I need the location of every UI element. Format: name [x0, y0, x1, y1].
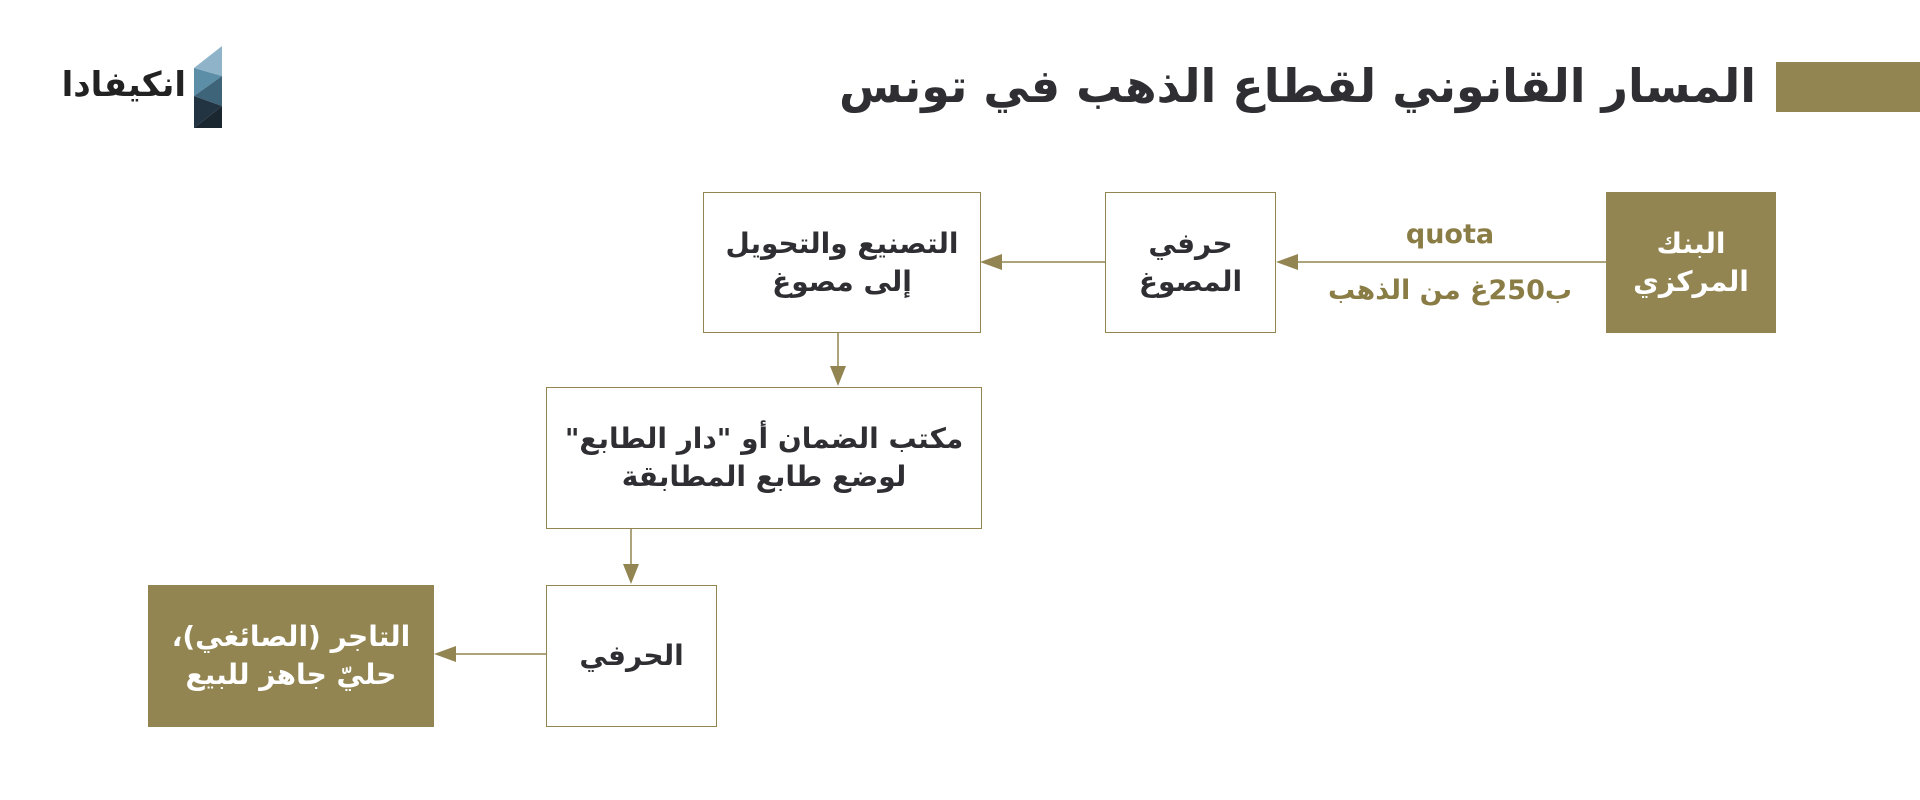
arrowhead-artisan-2 [623, 564, 639, 584]
node-assay-office-line-1: مكتب الضمان أو "دار الطابع" [564, 422, 964, 455]
edge-label-quota: quota [1405, 219, 1495, 250]
node-central-bank [1606, 192, 1776, 333]
node-manufacturing-line-1: التصنيع والتحويل [725, 226, 959, 260]
arrowhead-assay [830, 366, 846, 386]
arrowhead-merchant [434, 646, 456, 662]
logo-wordmark: انكيفادا [61, 65, 186, 105]
node-merchant-line-1: التاجر (الصائغي)، [171, 620, 411, 653]
node-manufacturing [703, 192, 981, 333]
node-goldsmith-artisan-line-1: حرفي [1148, 226, 1233, 260]
node-central-bank-line-2: المركزي [1633, 264, 1749, 298]
node-artisan-line-1: الحرفي [579, 639, 684, 672]
node-goldsmith-artisan-line-2: المصوغ [1138, 264, 1243, 298]
edge-label-amount: ب250غ من الذهب [1327, 275, 1573, 306]
node-artisan [546, 585, 717, 727]
node-merchant [148, 585, 434, 727]
node-merchant-line-2: حليّ جاهز للبيع [185, 658, 397, 691]
node-assay-office-line-2: لوضع طابع المطابقة [621, 460, 907, 493]
node-manufacturing-line-2: إلى مصوغ [772, 264, 912, 298]
page-title: المسار القانوني لقطاع الذهب في تونس [838, 59, 1756, 113]
node-central-bank-line-1: البنك [1656, 226, 1726, 260]
node-assay-office [546, 387, 982, 529]
node-goldsmith-artisan [1105, 192, 1276, 333]
arrowhead-artisan [1276, 254, 1298, 270]
arrowhead-manufacturing [980, 254, 1002, 270]
